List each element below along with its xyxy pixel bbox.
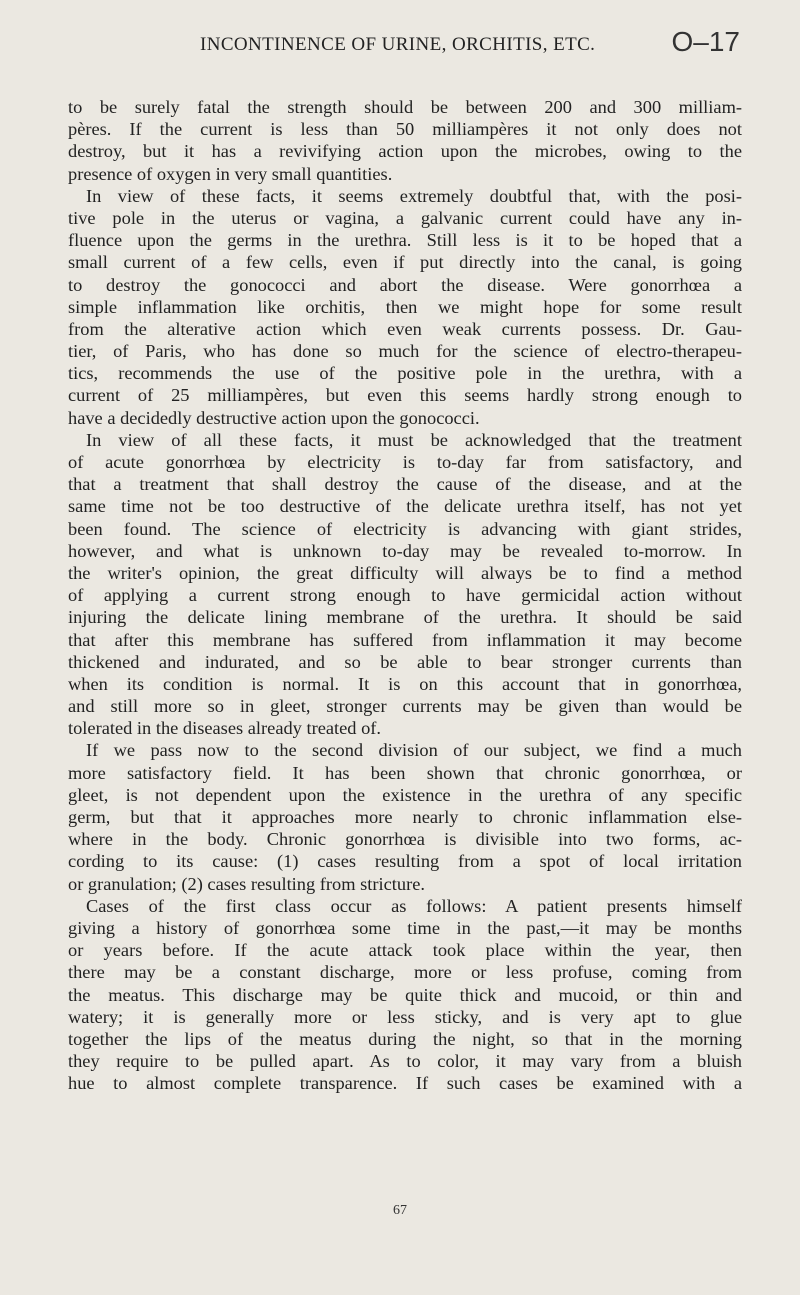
text-line: of acute gonorrhœa by electricity is to-day far from satisfactory, and xyxy=(68,452,742,472)
text-line: presence of oxygen in very small quantities. xyxy=(68,163,393,184)
page-number: 67 xyxy=(393,1203,407,1218)
text-line: current of 25 milliampères, but even this seems hardly strong enough to xyxy=(68,385,742,406)
page-header xyxy=(200,22,740,62)
text-line: been found. The science of electricity is advancing with giant strides, xyxy=(68,518,742,539)
text-line: there may be a constant discharge, more or less profuse, coming from xyxy=(68,962,742,983)
text-line: the meatus. This discharge may be quite thick and mucoid, or thin and xyxy=(68,984,742,1005)
text-line: to destroy the gonococci and abort the disease. Were gonorrhœa a xyxy=(68,274,742,295)
text-line: watery; it is generally more or less sticky, and is very apt to glue xyxy=(68,1006,742,1027)
folio-label: O–17 xyxy=(671,26,740,57)
text-line: In view of all these facts, it must be acknowledged that the treatment xyxy=(86,429,742,450)
text-line: tolerated in the diseases already treated of. xyxy=(68,718,382,739)
text-line: Cases of the first class occur as follows: A patient presents himself xyxy=(86,895,742,916)
text-line: from the alterative action which even weak currents possess. Dr. Gau- xyxy=(68,318,742,339)
text-line: tier, of Paris, who has done so much for the science of electro-therapeu- xyxy=(68,341,742,362)
text-line: fluence upon the germs in the urethra. Still less is it to be hoped that a xyxy=(68,230,742,251)
running-head: INCONTINENCE OF URINE, ORCHITIS, ETC. xyxy=(200,34,596,55)
text-line: pères. If the current is less than 50 milliampères it not only does not xyxy=(68,119,742,140)
text-line: to be surely fatal the strength should be between 200 and 300 milliam- xyxy=(68,97,742,117)
text-line: however, and what is unknown to-day may be revealed to-morrow. In xyxy=(68,540,742,561)
text-line: where in the body. Chronic gonorrhœa is divisible into two forms, ac- xyxy=(68,829,742,850)
text-line: or years before. If the acute attack took place within the year, then xyxy=(68,940,742,961)
text-line: or granulation; (2) cases resulting from stricture. xyxy=(68,873,425,894)
body-text xyxy=(68,96,742,1094)
text-line: germ, but that it approaches more nearly to chronic inflammation else- xyxy=(68,807,742,827)
text-line: of applying a current strong enough to have germicidal action without xyxy=(68,585,742,606)
text-line: tive pole in the uterus or vagina, a galvanic current could have any in- xyxy=(68,207,742,228)
text-line: giving a history of gonorrhœa some time in the past,—it may be months xyxy=(68,917,742,938)
text-line: when its condition is normal. It is on this account that in gonorrhœa, xyxy=(68,673,742,694)
text-line: have a decidedly destructive action upon the gonococci. xyxy=(68,407,480,428)
text-line: gleet, is not dependent upon the existence in the urethra of any specific xyxy=(68,784,742,805)
text-line: and still more so in gleet, stronger currents may be given than would be xyxy=(68,696,742,717)
text-line: small current of a few cells, even if put directly into the canal, is going xyxy=(68,252,742,273)
text-line: simple inflammation like orchitis, then we might hope for some result xyxy=(68,296,742,317)
text-line: that a treatment that shall destroy the cause of the disease, and at the xyxy=(68,474,742,495)
text-line: together the lips of the meatus during the night, so that in the morning xyxy=(68,1028,742,1049)
text-line: thickened and indurated, and so be able to bear stronger currents than xyxy=(68,651,742,672)
text-line: that after this membrane has suffered from inflammation it may become xyxy=(68,629,742,650)
text-line: hue to almost complete transparence. If such cases be examined with a xyxy=(68,1073,742,1094)
text-line: cording to its cause: (1) cases resulting from a spot of local irritation xyxy=(68,851,742,872)
text-line: the writer's opinion, the great difficulty will always be to find a method xyxy=(68,562,742,583)
text-line: they require to be pulled apart. As to color, it may vary from a bluish xyxy=(68,1051,742,1072)
text-line: same time not be too destructive of the delicate urethra itself, has not yet xyxy=(68,496,742,517)
text-line: injuring the delicate lining membrane of the urethra. It should be said xyxy=(68,607,742,628)
text-line: tics, recommends the use of the positive pole in the urethra, with a xyxy=(68,363,742,384)
text-line: more satisfactory field. It has been shown that chronic gonorrhœa, or xyxy=(68,762,742,783)
text-line: In view of these facts, it seems extremely doubtful that, with the posi- xyxy=(86,185,742,206)
text-line: destroy, but it has a revivifying action upon the microbes, owing to the xyxy=(68,141,742,162)
text-line: If we pass now to the second division of our subject, we find a much xyxy=(86,740,742,761)
